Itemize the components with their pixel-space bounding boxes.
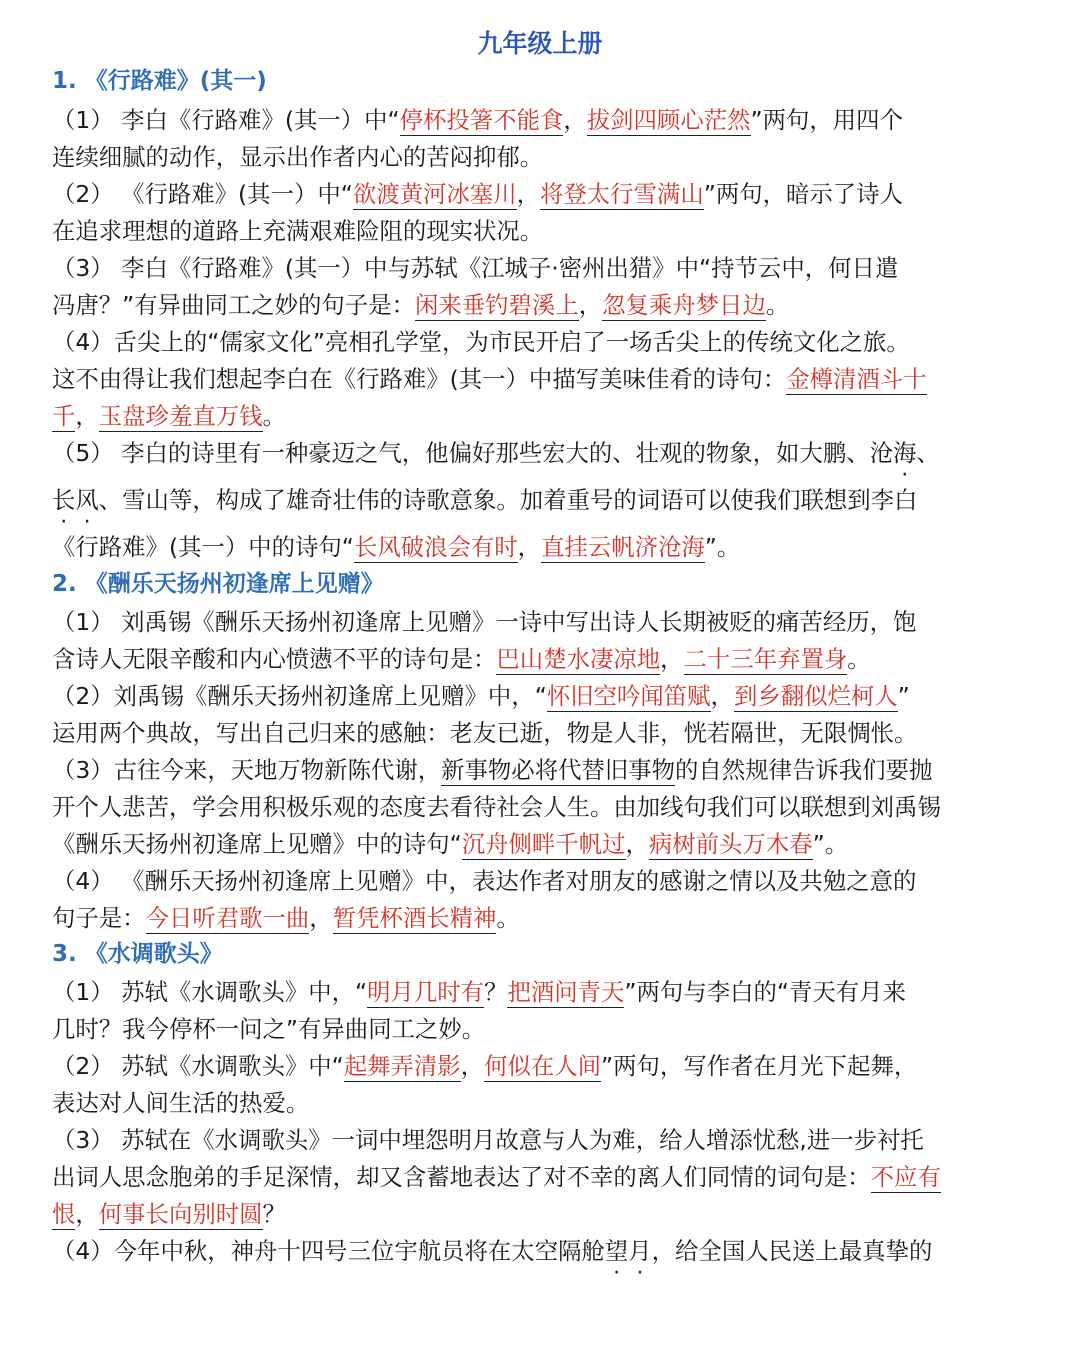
text-line: （1） 刘禹锡《酬乐天扬州初逢席上见赠》一诗中写出诗人长期被贬的痛苦经历，饱 [52, 608, 917, 636]
text-line: 出词人思念胞弟的手足深情，却又含蓄地表达了对不幸的离人们同情的词句是：不应有 [52, 1163, 941, 1191]
text-line: 在追求理想的道路上充满艰难险阻的现实状况。 [52, 217, 544, 245]
text-line: （4）舌尖上的“儒家文化”亮相孔学堂，为市民开启了一场舌尖上的传统文化之旅。 [52, 328, 910, 356]
answer-text: 直挂云帆济沧海 [541, 533, 705, 561]
answer-text: 玉盘珍羞直万钱 [98, 402, 263, 430]
emphasis-char: 望 [604, 1237, 629, 1265]
answer-text: 恨 [52, 1200, 76, 1228]
text-line: （1） 苏轼《水调歌头》中，“明月几时有？把酒问青天”两句与李白的“青天有月来 [52, 978, 906, 1006]
answer-text: 明月几时有 [367, 978, 485, 1006]
text-line: 《酬乐天扬州初逢席上见赠》中的诗句“沉舟侧畔千帆过，病树前头万木春”。 [52, 830, 849, 858]
answer-text: 病树前头万木春 [648, 830, 813, 858]
answer-text: 巴山楚水凄凉地 [496, 645, 661, 673]
answer-text: 千 [52, 402, 76, 430]
answer-text: 欲渡黄河冰塞川 [352, 180, 517, 208]
section-heading-1: 1. 《行路难》(其一) [52, 68, 267, 94]
answer-text: 到乡翻似烂柯人 [733, 682, 898, 710]
text-line: 开个人悲苦，学会用积极乐观的态度去看待社会人生。由加线句我们可以联想到刘禹锡 [52, 793, 941, 821]
answer-text: 起舞弄清影 [343, 1052, 461, 1080]
answer-text: 今日听君歌一曲 [145, 904, 310, 932]
emphasis-char: 长 [52, 486, 76, 514]
underlined-phrase: 新事物必将代替旧事物 [441, 756, 676, 784]
text-line: （4） 《酬乐天扬州初逢席上见赠》中，表达作者对朋友的感谢之情以及共勉之意的 [52, 867, 917, 895]
text-line: （3）古往今来，天地万物新陈代谢，新事物必将代替旧事物的自然规律告诉我们要抛 [52, 756, 933, 784]
text-line: 句子是：今日听君歌一曲，暂凭杯酒长精神。 [52, 904, 520, 932]
answer-text: 不应有 [870, 1163, 941, 1191]
answer-text: 怀旧空吟闻笛赋 [546, 682, 711, 710]
text-line: （2） 《行路难》(其一）中“欲渡黄河冰塞川，将登太行雪满山”两句，暗示了诗人 [52, 180, 903, 208]
text-line: 恨，何事长向别时圆？ [52, 1200, 286, 1228]
text-line: 运用两个典故，写出自己归来的感触：老友已逝，物是人非，恍若隔世，无限惆怅。 [52, 719, 918, 747]
text-line: 这不由得让我们想起李白在《行路难》(其一）中描写美味佳肴的诗句：金樽清酒斗十 [52, 365, 927, 393]
answer-text: 何事长向别时圆 [98, 1200, 263, 1228]
text-line: （2）刘禹锡《酬乐天扬州初逢席上见赠》中，“怀旧空吟闻笛赋，到乡翻似烂柯人” [52, 682, 910, 710]
answer-text: 金樽清酒斗十 [786, 365, 927, 393]
text-line: 冯唐？”有异曲同工之妙的句子是：闲来垂钓碧溪上，忽复乘舟梦日边。 [52, 291, 790, 319]
text-line: 《行路难》(其一）中的诗句“长风破浪会有时，直挂云帆济沧海”。 [52, 533, 741, 561]
answer-text: 忽复乘舟梦日边 [602, 291, 766, 319]
text-line: （4）今年中秋，神舟十四号三位宇航员将在太空隔舱望月，给全国人民送上最真挚的 [52, 1237, 933, 1265]
text-line: （1） 李白《行路难》(其一）中“停杯投箸不能食，拔剑四顾心茫然”两句，用四个 [52, 106, 903, 134]
answer-text: 把酒问青天 [507, 978, 625, 1006]
answer-text: 沉舟侧畔千帆过 [461, 830, 626, 858]
page-title: 九年级上册 [477, 29, 603, 58]
emphasis-char: 海 [893, 439, 917, 467]
text-line: 连续细腻的动作，显示出作者内心的苦闷抑郁。 [52, 143, 544, 171]
answer-text: 停杯投箸不能食 [399, 106, 564, 134]
section-heading-2: 2. 《酬乐天扬州初逢席上见赠》 [52, 571, 384, 597]
text-line: 表达对人间生活的热爱。 [52, 1089, 310, 1117]
text-line: （2） 苏轼《水调歌头》中“起舞弄清影，何似在人间”两句，写作者在月光下起舞， [52, 1052, 918, 1080]
answer-text: 二十三年弃置身 [683, 645, 848, 673]
answer-text: 将登太行雪满山 [539, 180, 704, 208]
text-line: （3） 苏轼在《水调歌头》一词中埋怨明月故意与人为难，给人增添忧愁,进一步衬托 [52, 1126, 924, 1154]
answer-text: 何似在人间 [484, 1052, 602, 1080]
section-heading-3: 3. 《水调歌头》 [52, 941, 223, 967]
text-line: 含诗人无限辛酸和内心愤懑不平的诗句是：巴山楚水凄凉地，二十三年弃置身。 [52, 645, 871, 673]
text-line: 长风、雪山等，构成了雄奇壮伟的诗歌意象。加着重号的词语可以使我们联想到李白 [52, 486, 918, 514]
text-line: （5） 李白的诗里有一种豪迈之气，他偏好那些宏大的、壮观的物象，如大鹏、沧海、 [52, 439, 940, 467]
emphasis-char: 月 [628, 1237, 652, 1265]
answer-text: 长风破浪会有时 [353, 533, 518, 561]
text-line: （3） 李白《行路难》(其一）中与苏轼《江城子·密州出猎》中“持节云中，何日遣 [52, 254, 899, 282]
answer-text: 暂凭杯酒长精神 [332, 904, 497, 932]
answer-text: 拔剑四顾心茫然 [586, 106, 751, 134]
answer-text: 闲来垂钓碧溪上 [414, 291, 579, 319]
emphasis-char: 风 [75, 486, 99, 514]
text-line: 千，玉盘珍羞直万钱。 [52, 402, 286, 430]
text-line: 几时？我今停杯一问之”有异曲同工之妙。 [52, 1015, 486, 1043]
